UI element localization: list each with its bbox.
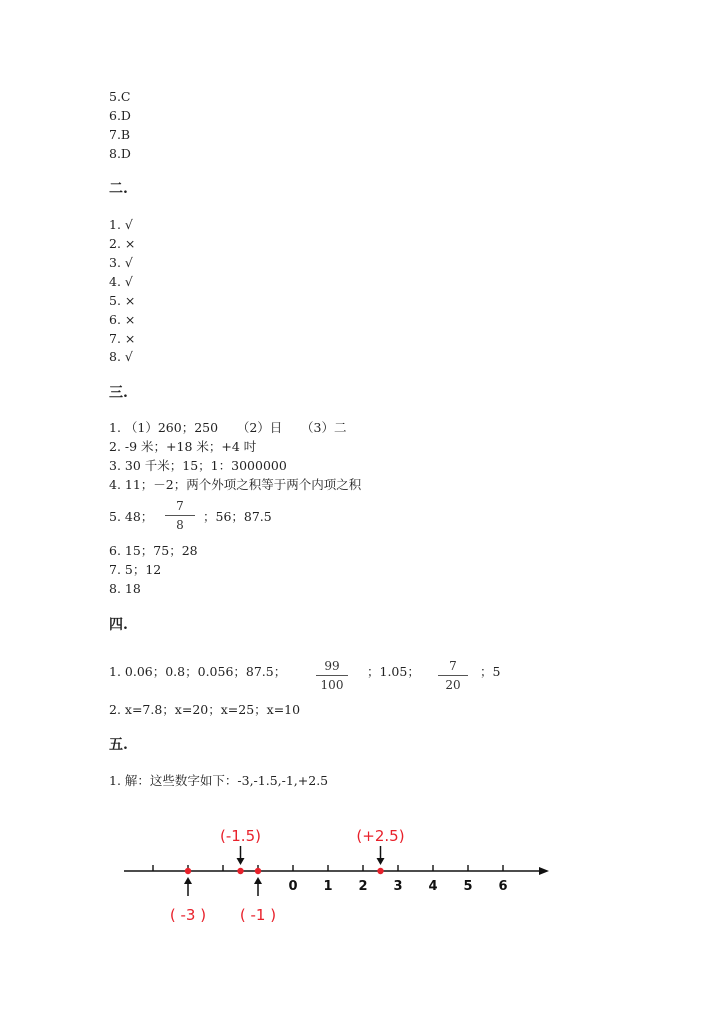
- pointer-arrow-head: [237, 858, 245, 865]
- pointer-arrow-head: [254, 877, 262, 884]
- axis-tick-label: 2: [358, 879, 368, 894]
- answer-line: 8. √: [109, 349, 133, 364]
- answer-line: ；5: [480, 664, 501, 679]
- answer-line: 4. 11；－2；两个外项之积等于两个内项之积: [109, 477, 362, 492]
- point-label: (+2.5): [356, 827, 405, 845]
- answer-line: 6. 15；75；28: [109, 543, 198, 558]
- point-label: (-1.5): [220, 827, 261, 845]
- section-heading: 二.: [109, 181, 128, 197]
- answer-line: 8.D: [109, 146, 131, 161]
- fraction-denominator: 100: [320, 678, 344, 692]
- axis-tick-label: 6: [498, 879, 508, 894]
- number-line: [124, 827, 549, 924]
- axis-arrowhead: [539, 867, 549, 875]
- answer-line: 7.B: [109, 127, 131, 142]
- answer-line: 2. ×: [109, 236, 136, 251]
- axis-tick-label: 1: [323, 879, 333, 894]
- answer-line: 1. √: [109, 217, 133, 232]
- marked-point: [255, 868, 261, 874]
- answer-line: 2. x=7.8；x=20；x=25；x=10: [109, 702, 301, 717]
- fraction-denominator: 8: [176, 518, 184, 532]
- fraction-denominator: 20: [445, 678, 461, 692]
- marked-point: [237, 868, 243, 874]
- section-heading: 五.: [109, 737, 128, 753]
- axis-tick-label: 3: [393, 879, 403, 894]
- answer-line: 2. -9 米；+18 米；+4 吋: [109, 439, 257, 454]
- answer-line: 5. ×: [109, 293, 136, 308]
- answer-line: 1. 0.06；0.8；0.056；87.5；: [109, 664, 287, 679]
- axis-tick-label: 5: [463, 879, 473, 894]
- answer-line: ；1.05；: [367, 664, 420, 679]
- answer-line: 4. √: [109, 274, 133, 289]
- answer-line: 3. √: [109, 255, 133, 270]
- answer-line: 8. 18: [109, 581, 141, 596]
- marked-point: [377, 868, 383, 874]
- answer-line: 7. ×: [109, 331, 136, 346]
- fraction-numerator: 7: [438, 659, 468, 676]
- answer-line: 6.D: [109, 108, 131, 123]
- answer-line: 3. 30 千米；15；1：3000000: [109, 458, 287, 473]
- pointer-arrow-head: [184, 877, 192, 884]
- pointer-arrow-head: [377, 858, 385, 865]
- section-heading: 三.: [109, 385, 128, 401]
- fraction-numerator: 7: [165, 499, 195, 516]
- answer-line: 5.C: [109, 89, 131, 104]
- point-label: ( -1 ): [239, 906, 277, 924]
- point-label: ( -3 ): [169, 906, 207, 924]
- axis-tick-label: 4: [428, 879, 438, 894]
- answer-line: 6. ×: [109, 312, 136, 327]
- answer-line: 1. （1）260；250 （2）日 （3）二: [109, 420, 347, 435]
- axis-tick-label: 0: [288, 879, 298, 894]
- answer-line: ；56；87.5: [203, 509, 272, 524]
- section-heading: 四.: [109, 617, 128, 633]
- answer-line: 7. 5；12: [109, 562, 162, 577]
- marked-point: [185, 868, 191, 874]
- answer-line: 5. 48；: [109, 509, 154, 524]
- fraction-numerator: 99: [316, 659, 348, 676]
- answer-line: 1. 解：这些数字如下：-3,-1.5,-1,+2.5: [109, 773, 329, 788]
